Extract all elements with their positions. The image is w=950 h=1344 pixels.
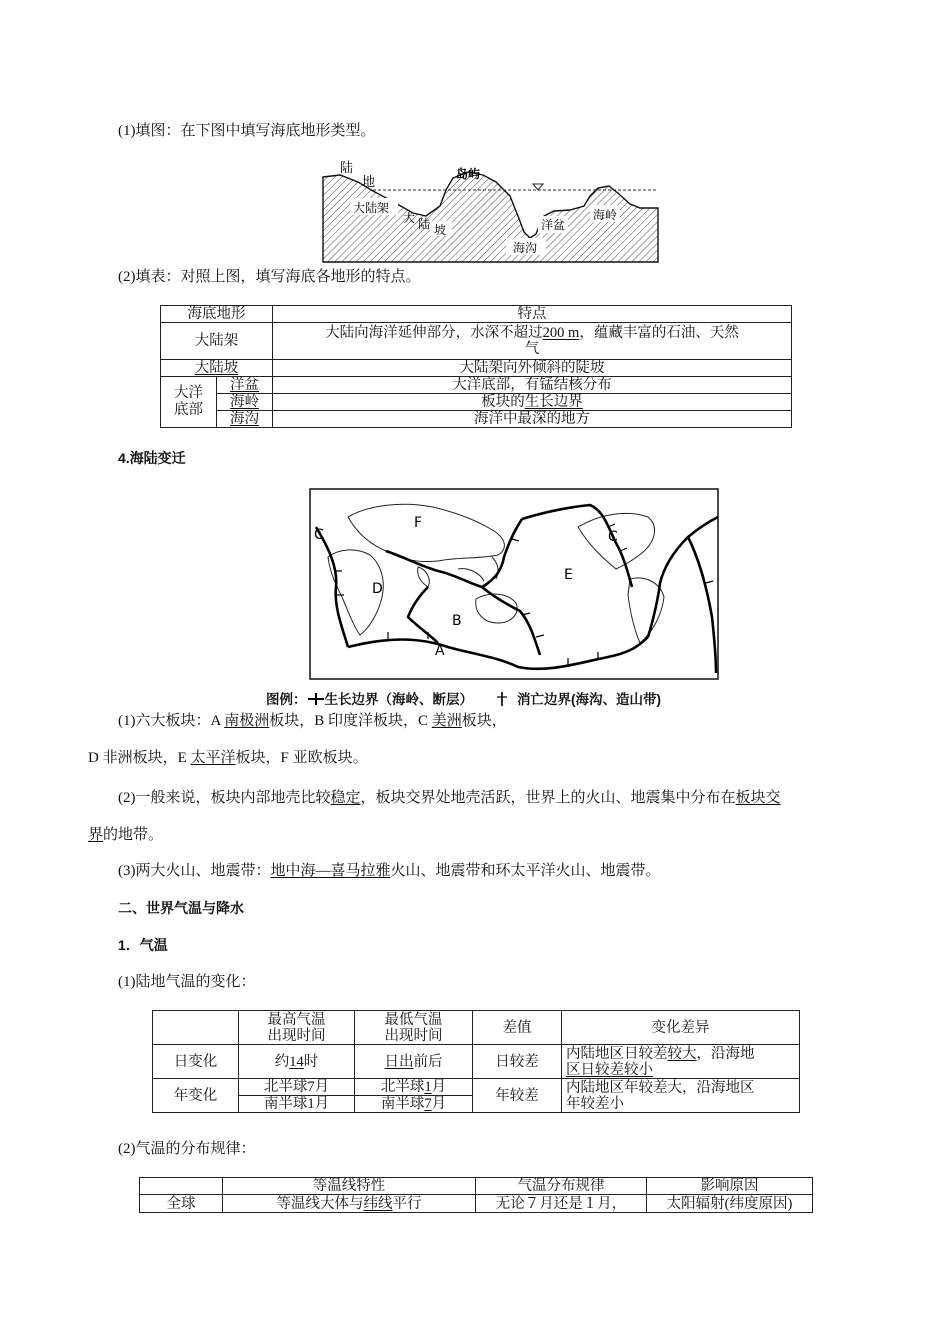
dist-header-cause: 影响原因 (647, 1178, 813, 1195)
label-basin: 洋盆 (541, 218, 566, 232)
header-difference: 差值 (473, 1011, 562, 1045)
cell-annual-diff: 年较差 (473, 1079, 562, 1113)
subduction-boundary-icon (495, 691, 509, 707)
temperature-question-2: (2)气温的分布规律： (118, 1141, 256, 1157)
header-max-time: 最高气温 出现时间 (239, 1011, 355, 1045)
cell-basin-desc: 大洋底部，有锰结核分布 (273, 377, 792, 394)
cell-daily-diff: 日较差 (473, 1045, 562, 1079)
table-row (161, 323, 792, 360)
cell-ocean-floor: 大洋底部 (161, 377, 217, 428)
label-slope-2: 陆 (418, 217, 431, 231)
header-feature: 特点 (273, 306, 792, 323)
temperature-table (152, 1010, 800, 1113)
question-2: (2)填表：对照上图，填写海底各地形的特点。 (118, 269, 421, 285)
plate-label-b: B (452, 613, 462, 629)
header-variation: 变化差异 (562, 1011, 800, 1045)
answer-belt: 地中海—喜马拉雅 (270, 863, 391, 879)
q1-text: 在下图中填写海底地形类型。 (180, 123, 376, 139)
cell-trench: 海沟 (217, 411, 273, 428)
plate-map (308, 487, 722, 713)
plate-label-c-east: C (608, 529, 618, 545)
paragraph-2-line-2: 界的地带。 (88, 827, 164, 843)
cell-shelf: 大陆架 (161, 323, 273, 360)
dist-header-empty (140, 1178, 223, 1195)
cell-annual-max-south: 南半球1月 (239, 1096, 355, 1113)
cell-daily-max: 约14时 (239, 1045, 355, 1079)
cell-annual-max-north: 北半球7月 (239, 1079, 355, 1096)
paragraph-3: (3)两大火山、地震带：地中海—喜马拉雅火山、地震带和环太平洋火山、地震带。 (118, 863, 661, 879)
temperature-title: 1．气温 (118, 937, 168, 953)
paragraph-2-line-1: (2)一般来说，板块内部地壳比较稳定，板块交界处地壳活跃，世界上的火山、地震集中分布在板块交 (118, 790, 781, 806)
cell-slope: 大陆坡 (161, 360, 273, 377)
seafloor-table (160, 305, 792, 428)
cell-annual-min-south: 南半球7月 (355, 1096, 473, 1113)
sea-level-marker-icon (533, 184, 543, 190)
plates-line-2: D 非洲板块，E 太平洋板块，F 亚欧板块。 (88, 750, 368, 766)
cell-daily-variation: 内陆地区日较差较大，沿海地 区日较差较小 (562, 1045, 800, 1079)
table-row (161, 411, 792, 428)
plate-label-d: D (372, 581, 383, 597)
section-4-title: 4.海陆变迁 (118, 450, 186, 466)
dist-header-isotherm: 等温线特性 (223, 1178, 476, 1195)
header-terrain: 海底地形 (161, 306, 273, 323)
answer-plate-boundary: 板块交 (735, 790, 781, 806)
table-row (153, 1079, 800, 1096)
legend-subduction: 消亡边界(海沟、造山带) (517, 692, 661, 707)
label-di: 地 (362, 175, 376, 190)
header-empty (153, 1011, 239, 1045)
dist-header-rule: 气温分布规律 (476, 1178, 647, 1195)
legend-growth: 生长边界（海岭、断层） (324, 692, 473, 707)
table-row (161, 377, 792, 394)
cell-annual-variation: 内陆地区年较差大，沿海地区 年较差小 (562, 1079, 800, 1113)
cell-slope-desc: 大陆架向外倾斜的陡坡 (273, 360, 792, 377)
label-lu: 陆 (340, 161, 354, 176)
cell-annual-min-north: 北半球1月 (355, 1079, 473, 1096)
plate-label-f: F (414, 515, 423, 531)
map-legend (266, 690, 661, 710)
question-1 (118, 121, 376, 141)
table-row (153, 1045, 800, 1079)
cell-annual: 年变化 (153, 1079, 239, 1113)
answer-pacific: 太平洋 (190, 750, 236, 766)
label-slope-1: 大 (403, 211, 416, 225)
cell-isotherm: 等温线大体与纬线平行 (223, 1195, 476, 1213)
distribution-table (139, 1177, 813, 1213)
plates-line-1: (1)六大板块：A 南极洲板块，B 印度洋板块，C 美洲板块， (118, 713, 507, 729)
cell-global: 全球 (140, 1195, 223, 1213)
answer-americas: 美洲 (431, 713, 462, 729)
cell-daily-min: 日出前后 (355, 1045, 473, 1079)
legend-label: 图例： (266, 692, 307, 707)
answer-stable: 稳定 (330, 790, 361, 806)
cell-cause: 太阳辐射(纬度原因) (647, 1195, 813, 1213)
cell-trench-desc: 海洋中最深的地方 (273, 411, 792, 428)
label-trench: 海沟 (513, 241, 538, 255)
seafloor-profile-diagram (318, 158, 664, 266)
table-row (161, 394, 792, 411)
label-slope-3: 坡 (434, 223, 447, 237)
shelf-depth: 200 m (542, 325, 580, 341)
label-islands: 岛屿 (456, 167, 481, 181)
table-row (140, 1195, 813, 1213)
plate-label-e: E (564, 567, 573, 583)
label-ridge: 海岭 (593, 208, 618, 222)
header-min-time: 最低气温 出现时间 (355, 1011, 473, 1045)
growth-boundary-icon (307, 692, 325, 706)
cell-basin: 洋盆 (217, 377, 273, 394)
cell-rule: 无论７月还是１月， (476, 1195, 647, 1213)
section-2-title: 二、世界气温与降水 (118, 900, 244, 916)
cell-ridge-desc: 板块的生长边界 (273, 394, 792, 411)
label-shelf: 大陆架 (353, 201, 390, 215)
plate-label-a: A (435, 643, 445, 659)
cell-daily: 日变化 (153, 1045, 239, 1079)
plate-label-c-west: C (314, 527, 324, 543)
cell-ridge: 海岭 (217, 394, 273, 411)
q1-prefix: (1)填图： (118, 123, 181, 139)
cell-shelf-desc: 大陆向海洋延伸部分，水深不超过200 m，蕴藏丰富的石油、天然 气 (273, 323, 792, 360)
temperature-question-1: (1)陆地气温的变化： (118, 974, 256, 990)
answer-antarctic: 南极洲 (224, 713, 270, 729)
table-row (161, 360, 792, 377)
